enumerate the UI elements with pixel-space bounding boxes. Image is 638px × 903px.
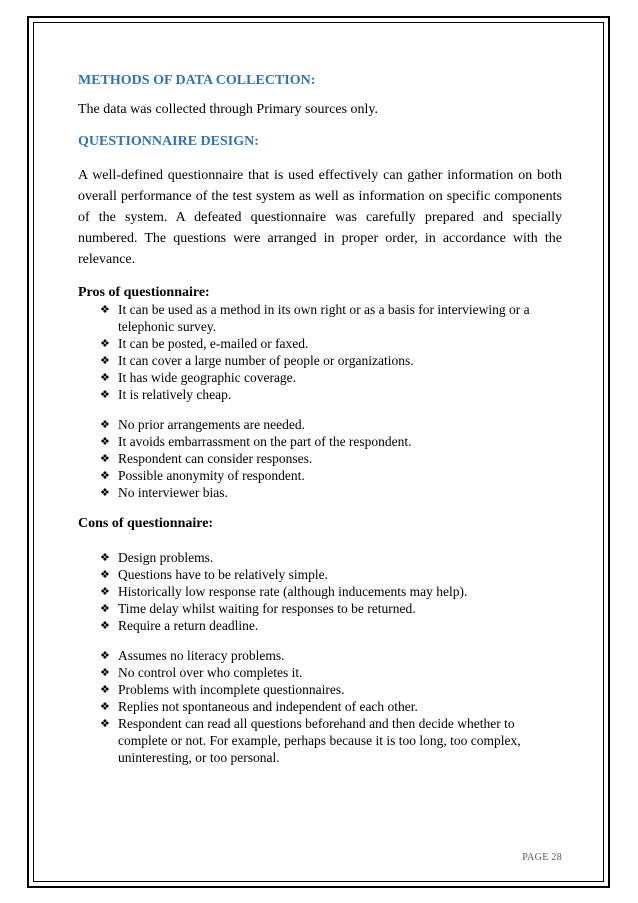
list-item-text: No control over who completes it.: [118, 665, 303, 680]
list-item-text: It is relatively cheap.: [118, 387, 232, 402]
diamond-bullet-icon: ❖: [100, 683, 110, 696]
list-item-text: It avoids embarrassment on the part of the respondent.: [118, 434, 412, 449]
diamond-bullet-icon: ❖: [100, 469, 110, 482]
cons-list-1: [78, 549, 562, 634]
list-item: [100, 416, 562, 433]
list-item-text: It can be used as a method in its own right or as a basis for interviewing or a telephonic survey.: [118, 302, 530, 334]
list-item-text: Time delay whilst waiting for responses to be returned.: [118, 601, 416, 616]
list-item-text: Respondent can consider responses.: [118, 451, 313, 466]
diamond-bullet-icon: ❖: [100, 435, 110, 448]
list-item: [100, 433, 562, 450]
list-item: [100, 369, 562, 386]
diamond-bullet-icon: ❖: [100, 619, 110, 632]
list-item-text: Questions have to be relatively simple.: [118, 567, 328, 582]
diamond-bullet-icon: ❖: [100, 388, 110, 401]
design-text: A well-defined questionnaire that is used effectively can gather information on both overall performance of the test system as well as information on specific components of the system. A defeated questionnaire was carefully prepared and specially numbered. The questions were arranged in proper order, in accordance with the relevance.: [78, 168, 562, 267]
list-item-text: Respondent can read all questions beforehand and then decide whether to complete or not. For example, perhaps because it is too long, too complex, uninteresting, or too personal.: [118, 716, 521, 765]
methods-heading: METHODS OF DATA COLLECTION:: [78, 73, 316, 88]
page-number: PAGE 28: [522, 852, 562, 863]
list-item: [100, 698, 562, 715]
diamond-bullet-icon: ❖: [100, 666, 110, 679]
methods-text: The data was collected through Primary sources only.: [78, 102, 379, 117]
list-item: [100, 566, 562, 583]
list-item-text: Historically low response rate (although inducements may help).: [118, 584, 468, 599]
diamond-bullet-icon: ❖: [100, 354, 110, 367]
list-item: [100, 681, 562, 698]
list-item-text: No prior arrangements are needed.: [118, 417, 306, 432]
list-item: [100, 715, 562, 766]
diamond-bullet-icon: ❖: [100, 602, 110, 615]
list-item-text: It can cover a large number of people or organizations.: [118, 353, 414, 368]
diamond-bullet-icon: ❖: [100, 452, 110, 465]
diamond-bullet-icon: ❖: [100, 649, 110, 662]
diamond-bullet-icon: ❖: [100, 337, 110, 350]
diamond-bullet-icon: ❖: [100, 371, 110, 384]
design-heading: QUESTIONNAIRE DESIGN:: [78, 134, 259, 149]
cons-title: Cons of questionnaire:: [78, 516, 214, 531]
diamond-bullet-icon: ❖: [100, 568, 110, 581]
list-item: [100, 600, 562, 617]
list-item-text: Replies not spontaneous and independent of each other.: [118, 699, 418, 714]
list-item: [100, 467, 562, 484]
list-item: [100, 450, 562, 467]
diamond-bullet-icon: ❖: [100, 418, 110, 431]
list-item: [100, 583, 562, 600]
list-item: [100, 664, 562, 681]
list-item-text: Problems with incomplete questionnaires.: [118, 682, 345, 697]
diamond-bullet-icon: ❖: [100, 700, 110, 713]
diamond-bullet-icon: ❖: [100, 303, 110, 316]
diamond-bullet-icon: ❖: [100, 585, 110, 598]
list-item: [100, 335, 562, 352]
diamond-bullet-icon: ❖: [100, 486, 110, 499]
pros-list-2: [78, 416, 562, 501]
list-item-text: It can be posted, e-mailed or faxed.: [118, 336, 309, 351]
pros-list-1: [78, 301, 562, 403]
list-item: [100, 647, 562, 664]
cons-list-2: [78, 647, 562, 766]
page-content: [78, 72, 562, 766]
pros-title: Pros of questionnaire:: [78, 285, 210, 300]
diamond-bullet-icon: ❖: [100, 717, 110, 730]
list-item-text: Require a return deadline.: [118, 618, 259, 633]
list-item: [100, 549, 562, 566]
list-item: [100, 484, 562, 501]
list-item: [100, 617, 562, 634]
list-item-text: Assumes no literacy problems.: [118, 648, 285, 663]
list-item: [100, 301, 562, 335]
diamond-bullet-icon: ❖: [100, 551, 110, 564]
list-item: [100, 352, 562, 369]
list-item-text: It has wide geographic coverage.: [118, 370, 297, 385]
list-item-text: Design problems.: [118, 550, 214, 565]
list-item-text: No interviewer bias.: [118, 485, 228, 500]
list-item-text: Possible anonymity of respondent.: [118, 468, 305, 483]
list-item: [100, 386, 562, 403]
